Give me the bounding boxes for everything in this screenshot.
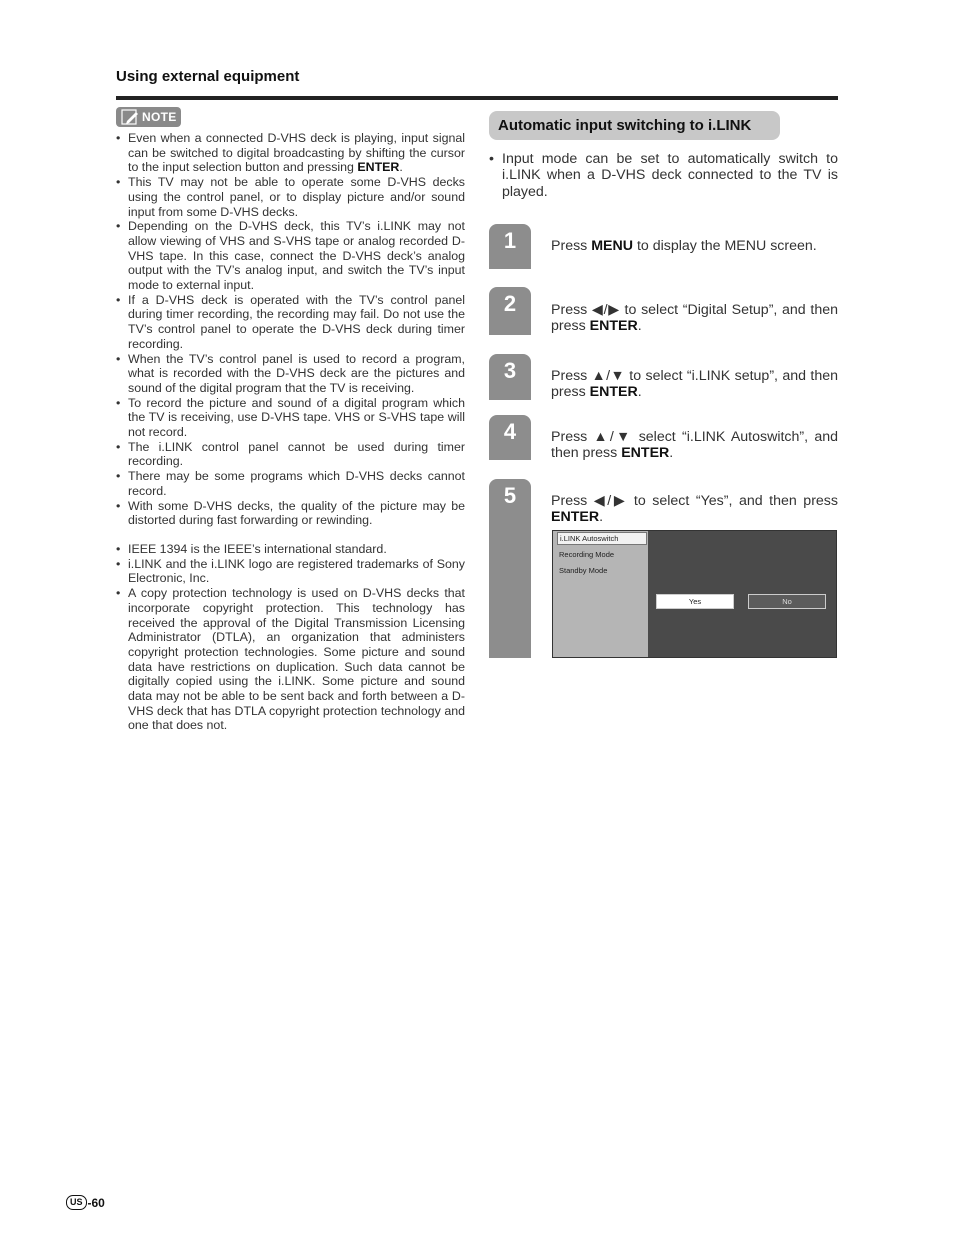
note-item: • Even when a connected D-VHS deck is playing, input signal can be switched to digital broadcasting by shifting the cursor to the input selection button and pressing ENTER. xyxy=(116,131,465,175)
page-number-value: -60 xyxy=(87,1195,105,1210)
intro-text: • Input mode can be set to automatically switch to i.LINK when a D-VHS deck connected to the TV is played. xyxy=(489,151,838,200)
note-badge xyxy=(116,107,181,127)
step-text-3: Press ▲/▼ to select “i.LINK setup”, and then press ENTER. xyxy=(551,368,838,401)
step-text-4: Press ▲/▼ select “i.LINK Autoswitch”, and then press ENTER. xyxy=(551,429,838,462)
step-number-3: 3 xyxy=(489,354,531,400)
option-no-button[interactable]: No xyxy=(748,594,826,609)
step-number-2: 2 xyxy=(489,287,531,335)
menu-pane xyxy=(553,531,648,657)
step-number-5: 5 xyxy=(489,479,531,658)
note-list xyxy=(116,131,465,733)
step-number-1: 1 xyxy=(489,224,531,269)
menu-item-standby-mode[interactable]: Standby Mode xyxy=(559,566,608,575)
region-badge: US xyxy=(66,1195,87,1210)
note-item: • This TV may not be able to operate some D-VHS decks using the control panel, or to display picture and/or sound input from some D-VHS decks. xyxy=(116,175,465,219)
note-item: • There may be some programs which D-VHS decks cannot record. xyxy=(116,469,465,498)
page-number xyxy=(66,1195,105,1210)
top-rule xyxy=(116,96,838,100)
note-item: • A copy protection technology is used on D-VHS decks that incorporate copyright protection. This technology has received the approval of the Digital Transmission Licensing Administrator (DTLA), an organization that administers copyright protection technologies. Some picture and sound data have restrictions on duplication. Such data cannot be digitally copied using the i.LINK. Some picture and sound data may not be able to be sent back and forth between a D-VHS deck that has DTLA copyright protection technology and one that does not. xyxy=(116,586,465,733)
note-item: • The i.LINK control panel cannot be used during timer recording. xyxy=(116,440,465,469)
pencil-icon xyxy=(119,107,141,127)
menu-screen-illustration xyxy=(552,530,837,658)
note-item: • With some D-VHS decks, the quality of the picture may be distorted during fast forwarding or rewinding. xyxy=(116,499,465,528)
section-title: Using external equipment xyxy=(116,68,300,85)
menu-item-recording-mode[interactable]: Recording Mode xyxy=(559,550,615,559)
note-label: NOTE xyxy=(142,110,177,124)
option-yes-button[interactable]: Yes xyxy=(656,594,734,609)
subsection-heading: Automatic input switching to i.LINK xyxy=(489,111,780,140)
step-text-2: Press ◀/▶ to select “Digital Setup”, and then press ENTER. xyxy=(551,302,838,335)
note-item: • i.LINK and the i.LINK logo are registered trademarks of Sony Electronic, Inc. xyxy=(116,557,465,586)
step-text-1: Press MENU to display the MENU screen. xyxy=(551,238,817,254)
step-text-5: Press ◀/▶ to select “Yes”, and then press ENTER. xyxy=(551,493,838,526)
note-item: • If a D-VHS deck is operated with the TV’s control panel during timer recording, the recording may fail. Do not use the TV’s control panel to operate the D-VHS deck during timer recording. xyxy=(116,293,465,352)
step-number-4: 4 xyxy=(489,415,531,460)
note-item: • To record the picture and sound of a digital program which the TV is receiving, use D-VHS tape. VHS or S-VHS tape will not record. xyxy=(116,396,465,440)
note-item: • When the TV’s control panel is used to record a program, what is recorded with the D-VHS deck are the pictures and sound of the digital program that the TV is receiving. xyxy=(116,352,465,396)
note-item: • Depending on the D-VHS deck, this TV’s i.LINK may not allow viewing of VHS and S-VHS tape or analog recorded D-VHS tape. In this case, connect the D-VHS deck’s analog output with the TV’s analog input, and switch the TV’s input mode to external input. xyxy=(116,219,465,293)
menu-item-ilink-autoswitch[interactable]: i.LINK Autoswitch xyxy=(557,532,647,545)
note-item: • IEEE 1394 is the IEEE’s international standard. xyxy=(116,542,465,557)
